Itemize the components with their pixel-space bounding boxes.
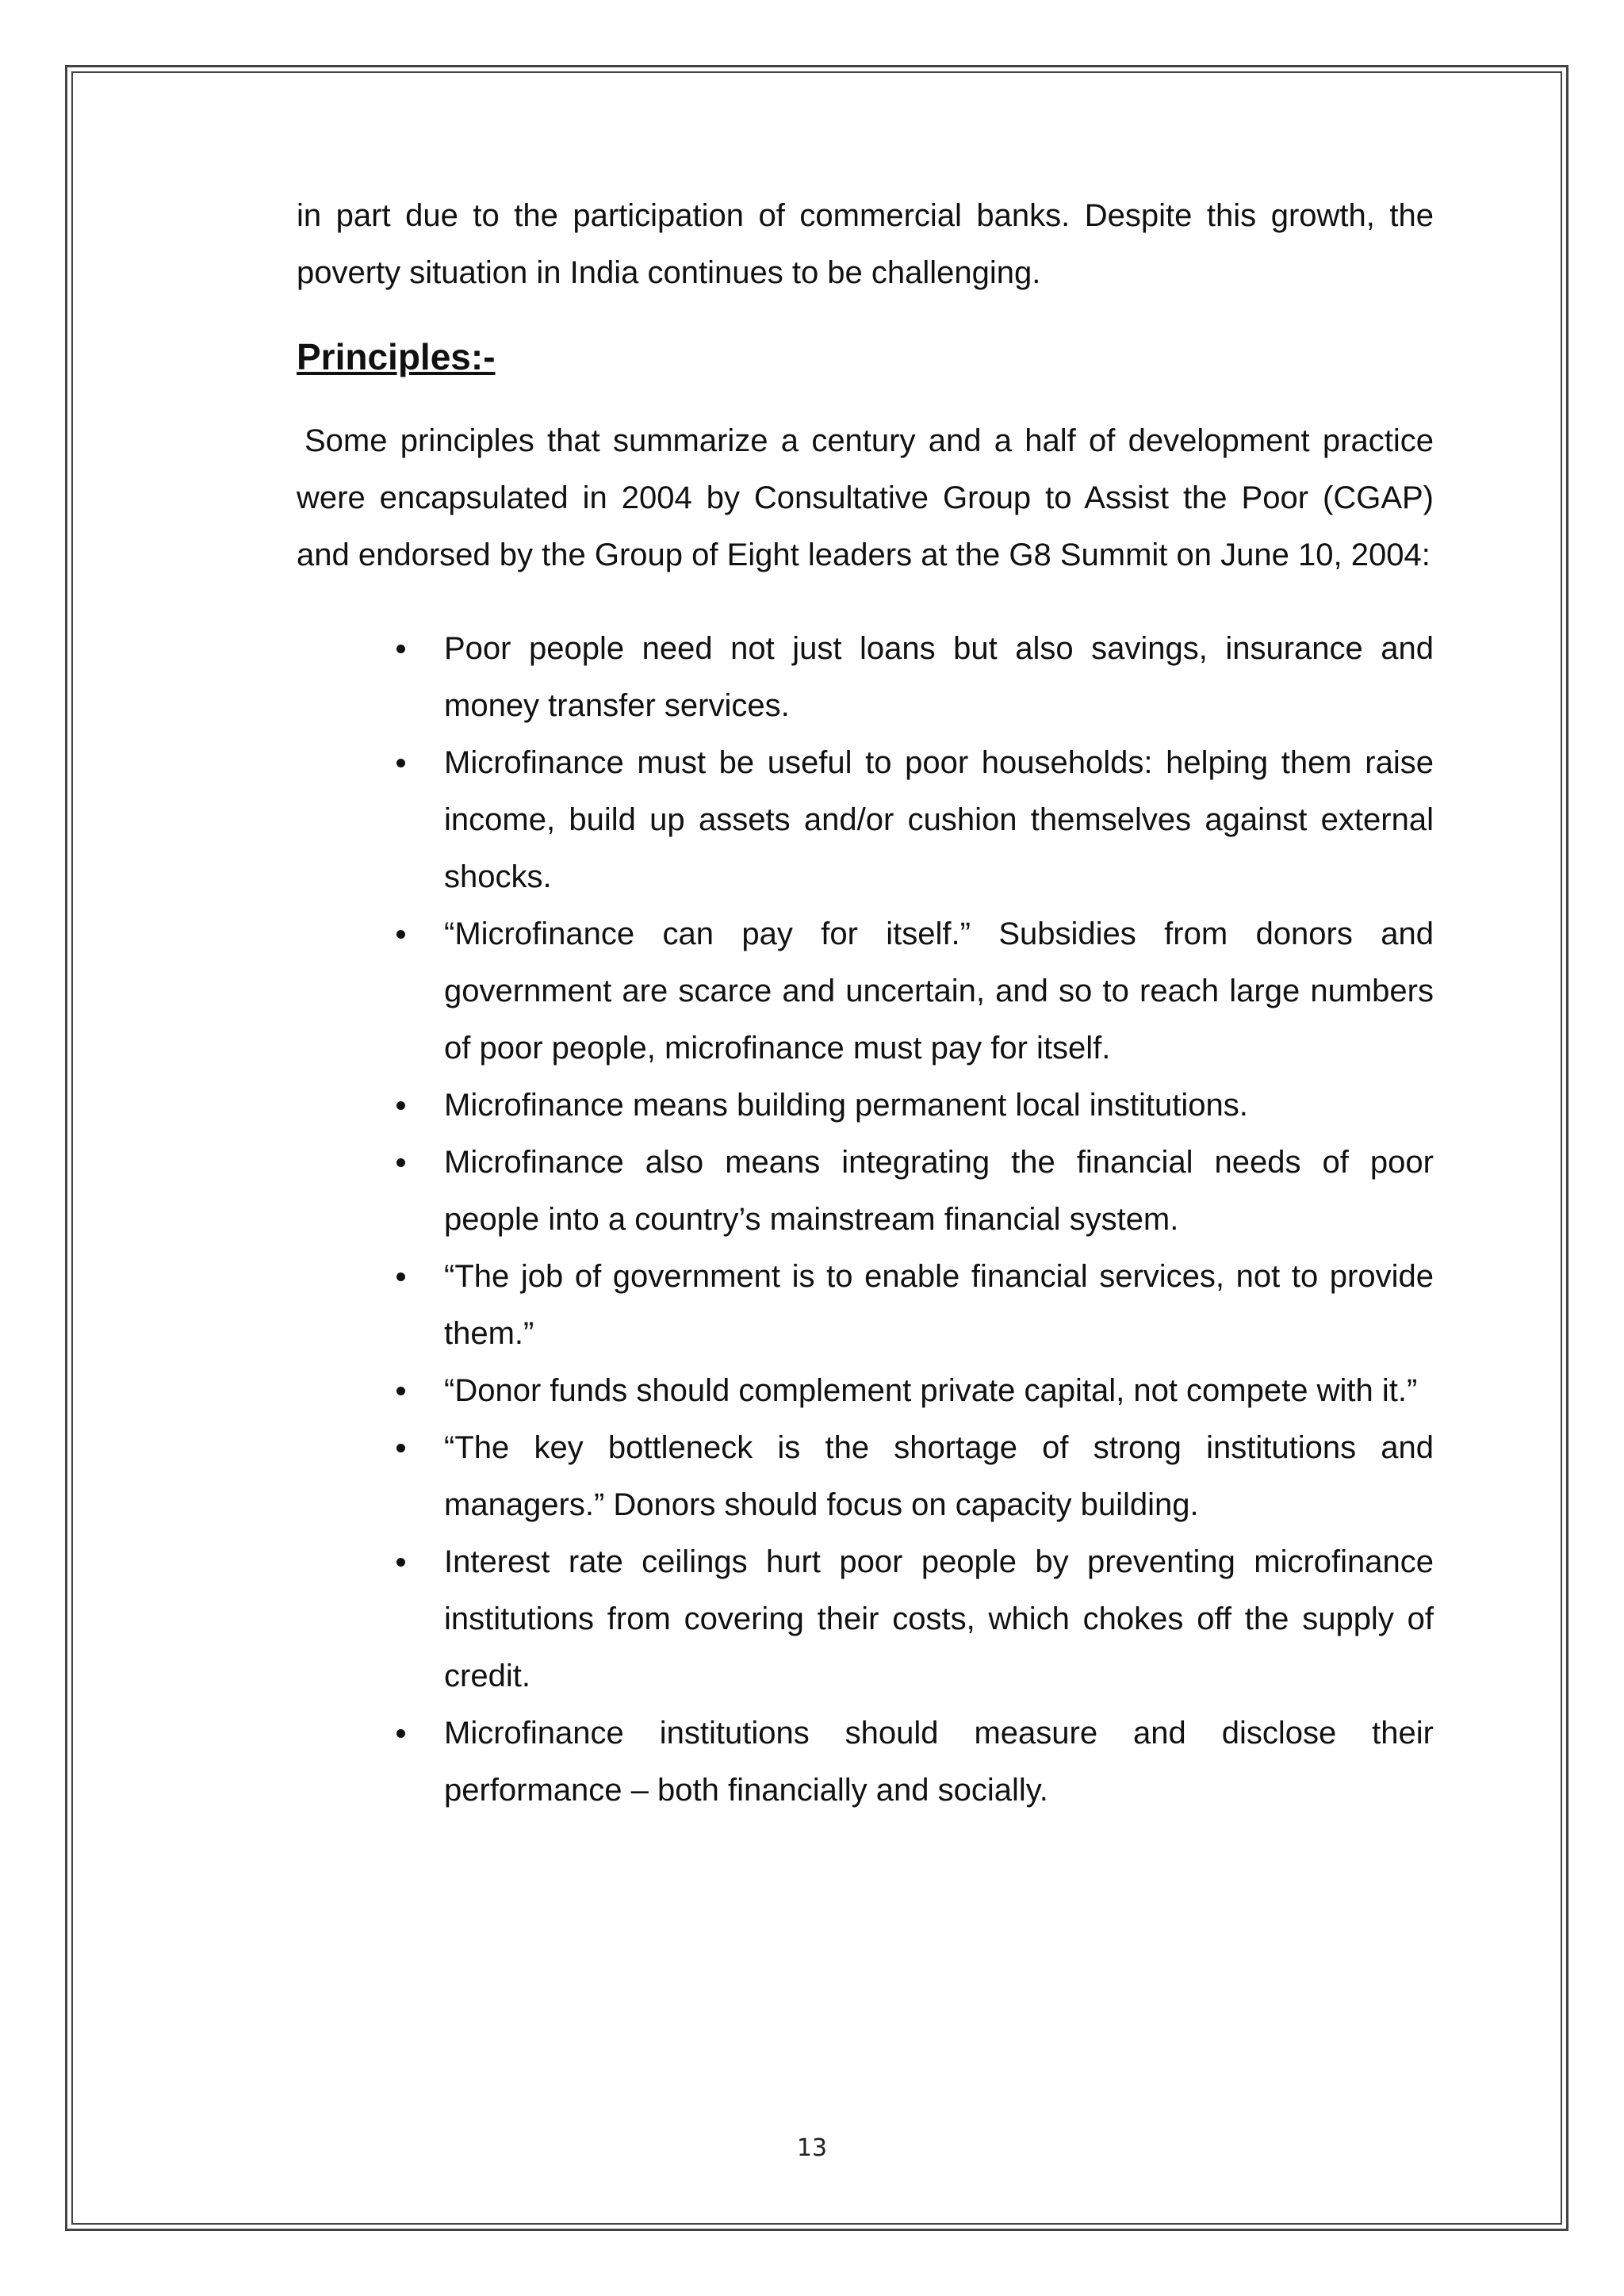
intro-paragraph: in part due to the participation of commercial banks. Despite this growth, the poverty situation in India continues to be challenging. [297, 198, 1434, 290]
principles-paragraph: Some principles that summarize a century and a half of development practice were encapsulated in 2004 by Consultative Group to Assist the Poor (CGAP) and endorsed by the Group of Eight leaders at the G8 Summit on June 10, 2004: [297, 423, 1434, 572]
bullet-icon [396, 759, 405, 767]
bullet-icon [396, 645, 405, 653]
list-item-text: “The job of government is to enable financial services, not to provide them.” [444, 1259, 1434, 1351]
list-item [444, 1705, 1434, 1819]
bullet-icon [396, 1729, 405, 1738]
bullet-icon [396, 1387, 405, 1395]
list-item [444, 734, 1434, 905]
bullet-icon [396, 930, 405, 939]
bullet-icon [396, 1101, 405, 1110]
bullet-icon [396, 1558, 405, 1567]
list-item [444, 1362, 1434, 1419]
list-item-text: “Microfinance can pay for itself.” Subsidies from donors and government are scarce and uncertain, and so to reach large numbers of poor people, microfinance must pay for itself. [444, 916, 1434, 1066]
list-item-text: Microfinance means building permanent local institutions. [444, 1088, 1248, 1123]
bullet-icon [396, 1272, 405, 1281]
section-heading: Principles:- [297, 336, 496, 377]
page-number: 13 [796, 2134, 828, 2162]
list-item-text: “The key bottleneck is the shortage of strong institutions and managers.” Donors should focus on capacity building. [444, 1430, 1434, 1522]
bullet-icon [396, 1158, 405, 1167]
list-item-text: Microfinance must be useful to poor households: helping them raise income, build up assets and/or cushion themselves against external shocks. [444, 745, 1434, 894]
list-item [444, 1248, 1434, 1362]
bullet-icon [396, 1444, 405, 1452]
list-item-text: Poor people need not just loans but also savings, insurance and money transfer services. [444, 631, 1434, 723]
list-item [444, 1134, 1434, 1248]
list-item-text: Microfinance institutions should measure and disclose their performance – both financially and socially. [444, 1716, 1434, 1808]
list-item-text: Interest rate ceilings hurt poor people by preventing microfinance institutions from covering their costs, which chokes off the supply of credit. [444, 1544, 1434, 1693]
list-item [444, 620, 1434, 734]
principles-list [297, 620, 1434, 1819]
list-item-text: Microfinance also means integrating the financial needs of poor people into a country’s mainstream financial system. [444, 1145, 1434, 1237]
list-item [444, 1077, 1434, 1134]
document-body [297, 187, 1434, 1819]
list-item [444, 1419, 1434, 1533]
list-item [444, 905, 1434, 1077]
list-item [444, 1533, 1434, 1705]
list-item-text: “Donor funds should complement private capital, not compete with it.” [444, 1373, 1418, 1408]
